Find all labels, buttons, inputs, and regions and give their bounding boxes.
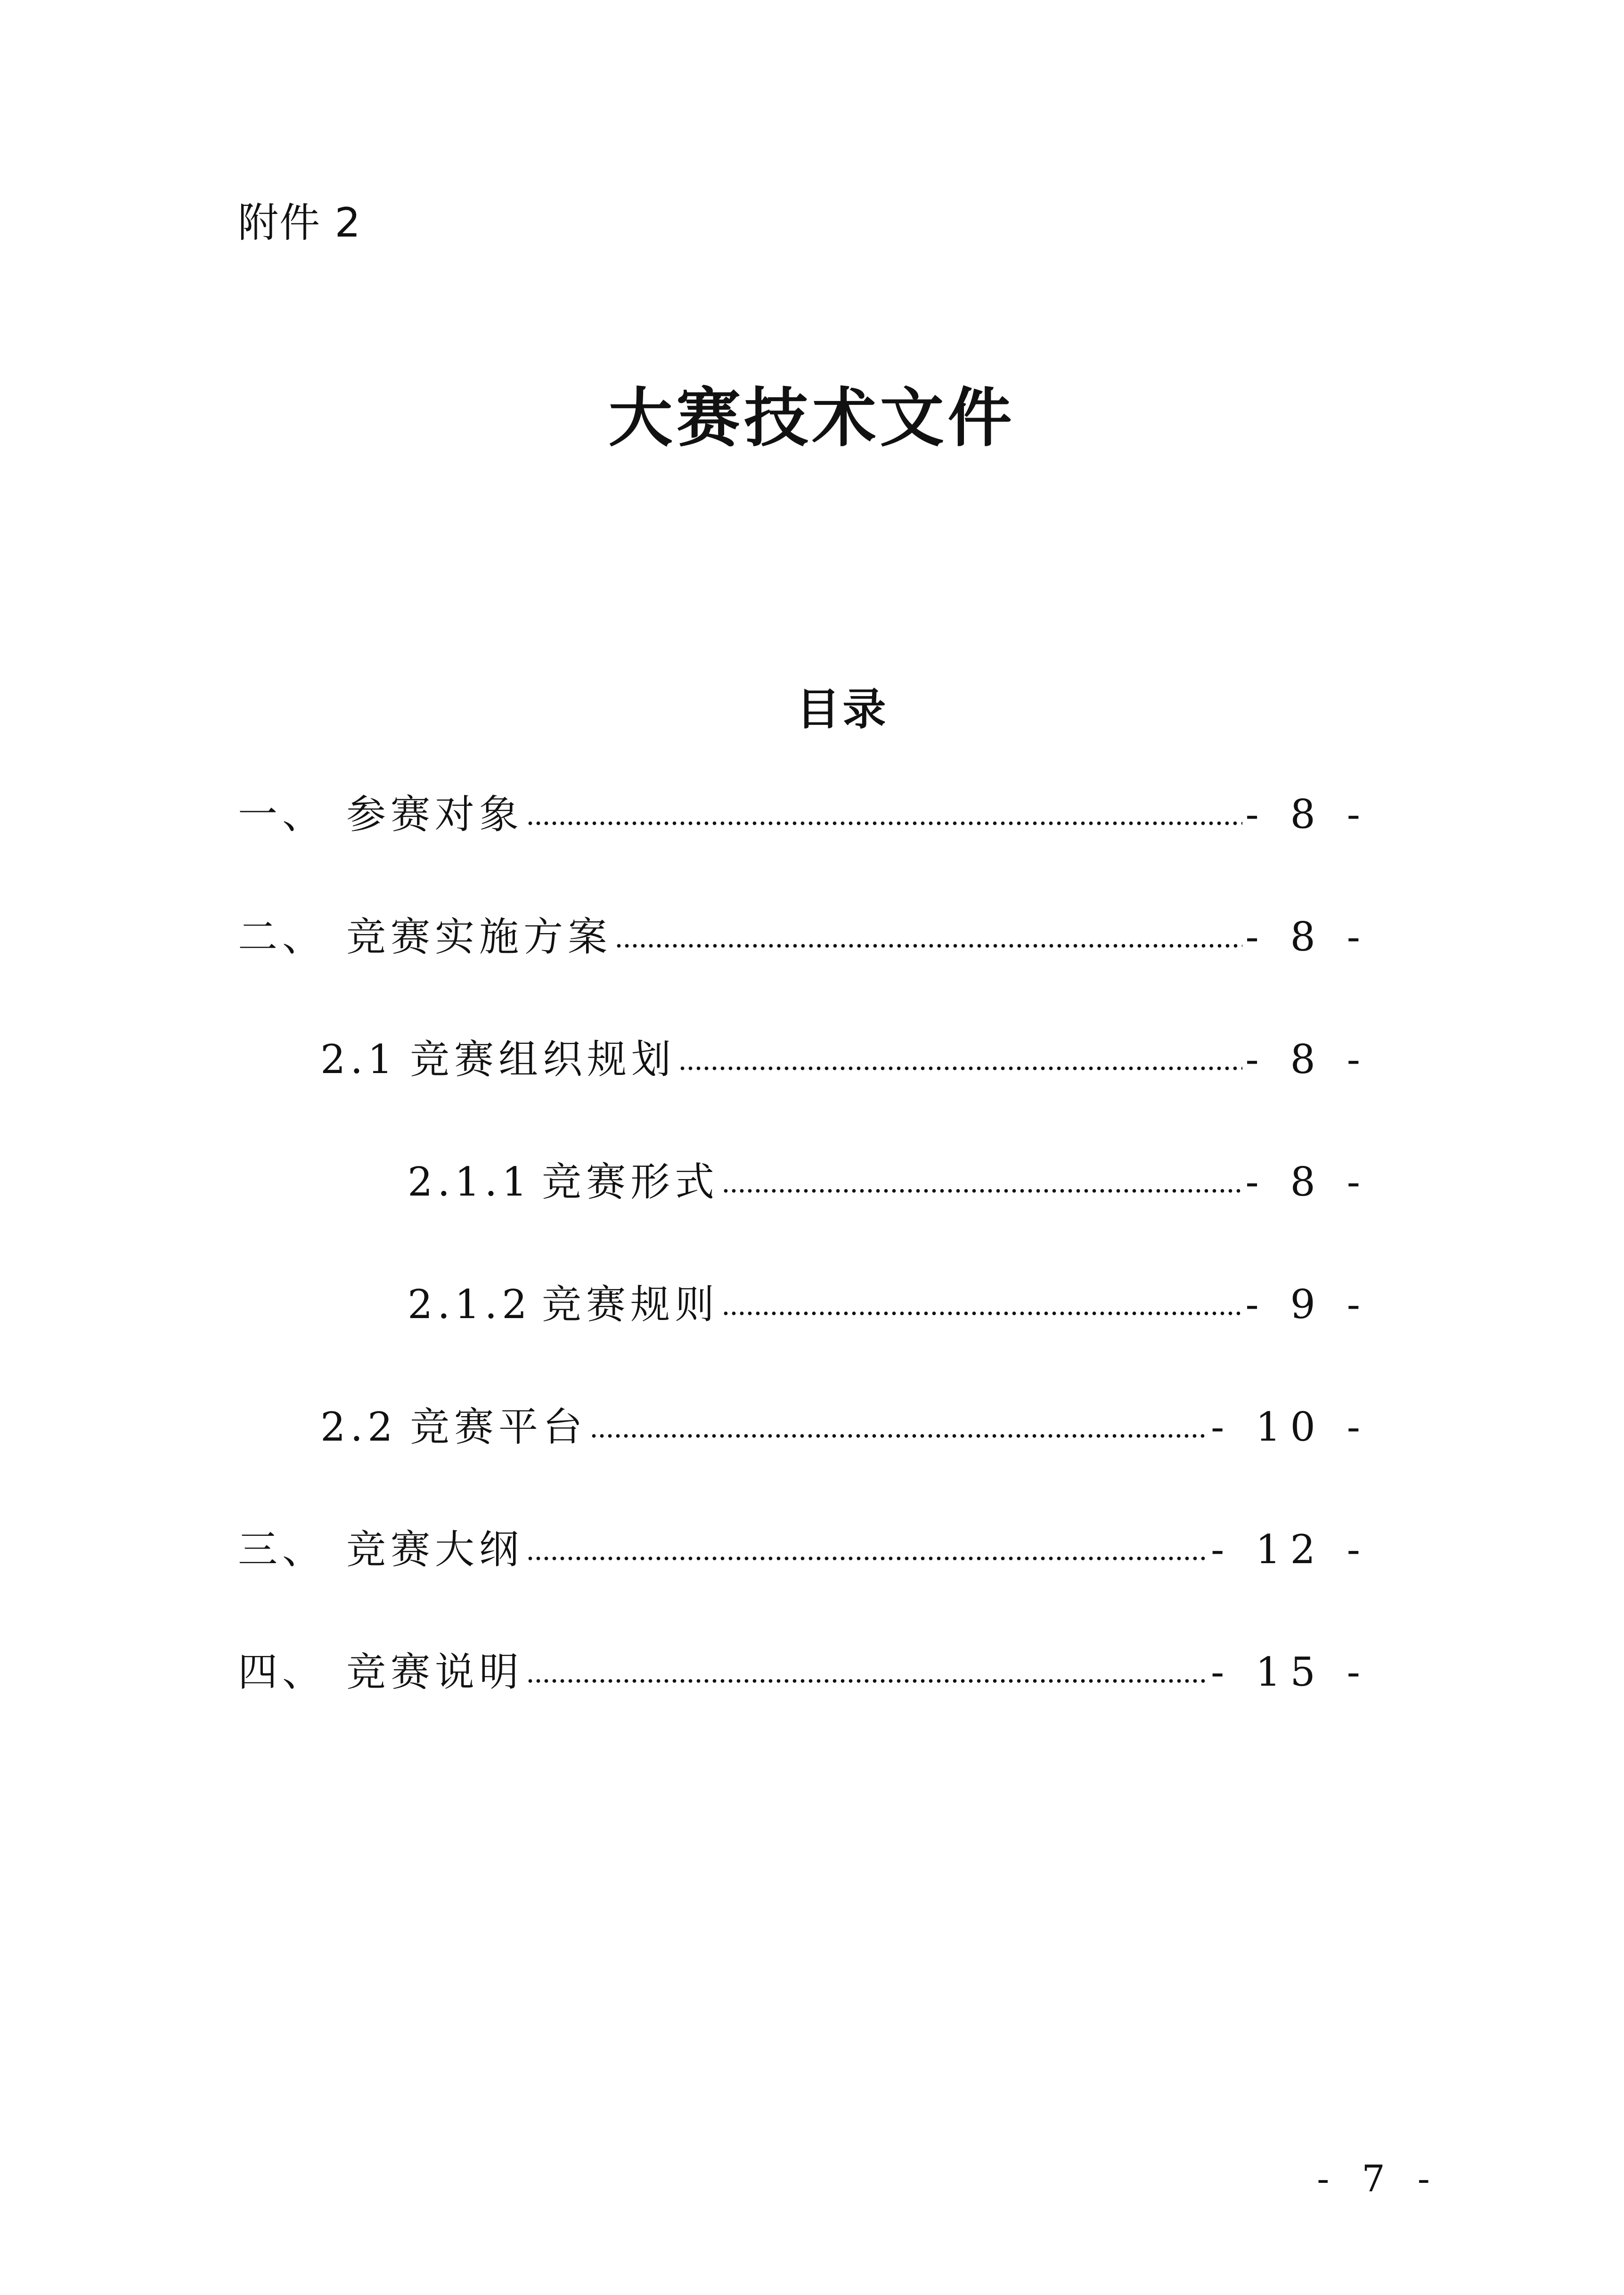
toc-dot-leader [678, 1066, 1242, 1071]
toc-entry-text: 竞赛平台 [410, 1404, 588, 1450]
toc-dot-leader [590, 1434, 1208, 1438]
toc-entry[interactable] [320, 1027, 1370, 1082]
page-number: - 7 - [1317, 2158, 1440, 2200]
toc-dot-leader [722, 1311, 1242, 1316]
toc-entry-number: 四、 [238, 1649, 327, 1695]
toc-entry-number: 三、 [238, 1526, 327, 1573]
toc-entry-number: 一、 [238, 791, 327, 837]
toc-entry-page: - 9 - [1245, 1281, 1370, 1328]
toc-entry[interactable] [238, 1640, 1370, 1695]
toc-entry[interactable] [238, 1517, 1370, 1573]
toc-entry-page: - 8 - [1245, 1159, 1370, 1205]
toc-entry[interactable] [408, 1272, 1370, 1328]
toc-entry-number: 2.1 [320, 1036, 398, 1082]
toc-entry-text: 竞赛大纲 [346, 1526, 524, 1573]
toc-entry-page: - 8 - [1245, 914, 1370, 960]
toc-dot-leader [526, 1556, 1208, 1561]
toc-dot-leader [526, 1679, 1208, 1683]
toc-entry[interactable] [238, 905, 1370, 960]
toc-entry-number: 2.2 [320, 1404, 398, 1450]
toc-entry-page: - 8 - [1245, 1036, 1370, 1082]
toc-dot-leader [615, 943, 1242, 948]
toc-dot-leader [526, 821, 1242, 826]
toc-entry-page: - 8 - [1245, 791, 1370, 837]
toc-entry-number: 2.1.1 [408, 1159, 532, 1205]
document-title: 大赛技术文件 [608, 381, 1016, 456]
toc-entry-number: 2.1.2 [408, 1281, 532, 1328]
toc-entry-page: - 10 - [1210, 1404, 1370, 1450]
toc-entry[interactable] [408, 1150, 1370, 1205]
toc-dot-leader [722, 1188, 1242, 1193]
toc-entry-text: 竞赛规则 [542, 1281, 719, 1328]
toc-entry-text: 竞赛实施方案 [346, 914, 612, 960]
attachment-label: 附件 2 [238, 199, 362, 246]
toc-entry[interactable] [238, 782, 1370, 837]
toc-entry-number: 二、 [238, 914, 327, 960]
toc-entry-text: 竞赛形式 [542, 1159, 719, 1205]
toc-entry-text: 竞赛说明 [346, 1649, 524, 1695]
toc-entry-page: - 15 - [1210, 1649, 1370, 1695]
toc-entry-text: 参赛对象 [346, 791, 524, 837]
toc-heading: 目录 [796, 684, 889, 735]
toc-entry[interactable] [320, 1395, 1370, 1450]
toc-entry-text: 竞赛组织规划 [410, 1036, 676, 1082]
toc-entry-page: - 12 - [1210, 1526, 1370, 1573]
